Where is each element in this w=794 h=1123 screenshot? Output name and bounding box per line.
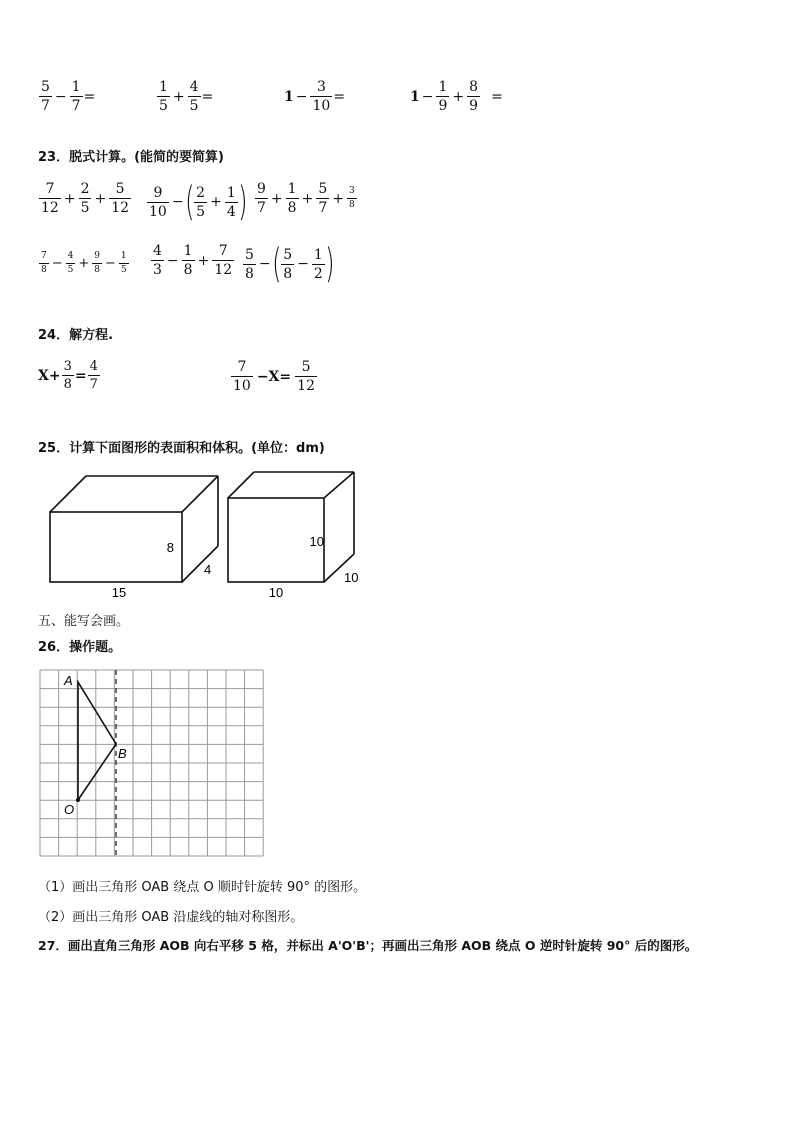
q25-title: 25．计算下面图形的表面积和体积。(单位：dm) [38, 441, 325, 456]
cuboid-width-label: 4 [204, 562, 212, 577]
grid [40, 670, 263, 856]
cuboid-height-label: 8 [166, 540, 174, 555]
grid-figure [38, 668, 270, 860]
cube-height-label: 10 [309, 534, 324, 549]
expr-row1-1: $\frac{5}{7}$ − $\frac{1}{7}$ = [41, 79, 96, 114]
q23-expr-e: $\frac{4}{3}$ − $\frac{1}{8}$ + $\frac{7}{12}$ [153, 243, 233, 278]
section-5-title: 五、能写会画。 [38, 614, 130, 629]
q24-title: 24．解方程. [38, 328, 114, 343]
q24-equation-a: X+ $\frac{3}{8}$ = $\frac{4}{7}$ [38, 359, 98, 392]
q27-text: 27．画出直角三角形 AOB 向右平移 5 格，并标出 A'O'B'；再画出三角形 AOB 绕点 O 逆时针旋转 90° 后的图形。 [38, 938, 698, 953]
fraction: $\frac{5}{7}$ [41, 79, 50, 114]
q23-expr-b: $\frac{9}{10}$ − ( $\frac{2}{5}$ + $\frac{1}{4}$ ) [149, 179, 248, 225]
cube [228, 472, 354, 582]
fraction: $\frac{1}{5}$ [159, 79, 168, 114]
q24-equation-b: $\frac{7}{10}$ −X= $\frac{5}{12}$ [233, 359, 315, 394]
expr-row1-4: 1 − $\frac{1}{9}$ + $\frac{8}{9}$ = [410, 79, 503, 114]
triangle-oab [78, 682, 116, 800]
point-o [76, 798, 80, 802]
q26-sub2: （2）画出三角形 OAB 沿虚线的轴对称图形。 [38, 910, 304, 925]
fraction: $\frac{1}{9}$ [438, 79, 448, 114]
cuboid [50, 476, 218, 582]
q23-expr-c: $\frac{9}{7}$ + $\frac{1}{8}$ + $\frac{5}{7}$ + $\frac{3}{8}$ [257, 181, 355, 216]
q23-title: 23．脱式计算。(能简的要简算) [38, 150, 224, 165]
cuboid-figure [44, 470, 374, 602]
fraction: $\frac{4}{5}$ [189, 79, 199, 114]
label-a: A [64, 673, 73, 688]
fraction: $\frac{1}{7}$ [71, 79, 81, 114]
fraction: $\frac{8}{9}$ [469, 79, 479, 114]
q23-expr-a: $\frac{7}{12}$ + $\frac{2}{5}$ + $\frac{5}{12}$ [41, 181, 130, 216]
cube-length-label: 10 [268, 585, 284, 600]
cube-width-label: 10 [344, 570, 359, 585]
expr-row1-2: $\frac{1}{5}$ + $\frac{4}{5}$ = [159, 79, 214, 114]
q23-expr-d: $\frac{7}{8}$ − $\frac{4}{5}$ + $\frac{9}{8}$ − $\frac{1}{5}$ [41, 251, 127, 275]
fraction: $\frac{3}{10}$ [312, 79, 331, 114]
cuboid-length-label: 15 [111, 585, 127, 600]
label-o: O [64, 802, 75, 817]
q26-sub1: （1）画出三角形 OAB 绕点 O 顺时针旋转 90° 的图形。 [38, 880, 367, 895]
label-b: B [118, 746, 127, 761]
expr-row1-3: 1 − $\frac{3}{10}$ = [284, 79, 346, 114]
q23-expr-f: $\frac{5}{8}$ − ( $\frac{5}{8}$ − $\frac{1}{2}$ ) [245, 241, 335, 287]
q26-title: 26．操作题。 [38, 640, 122, 655]
